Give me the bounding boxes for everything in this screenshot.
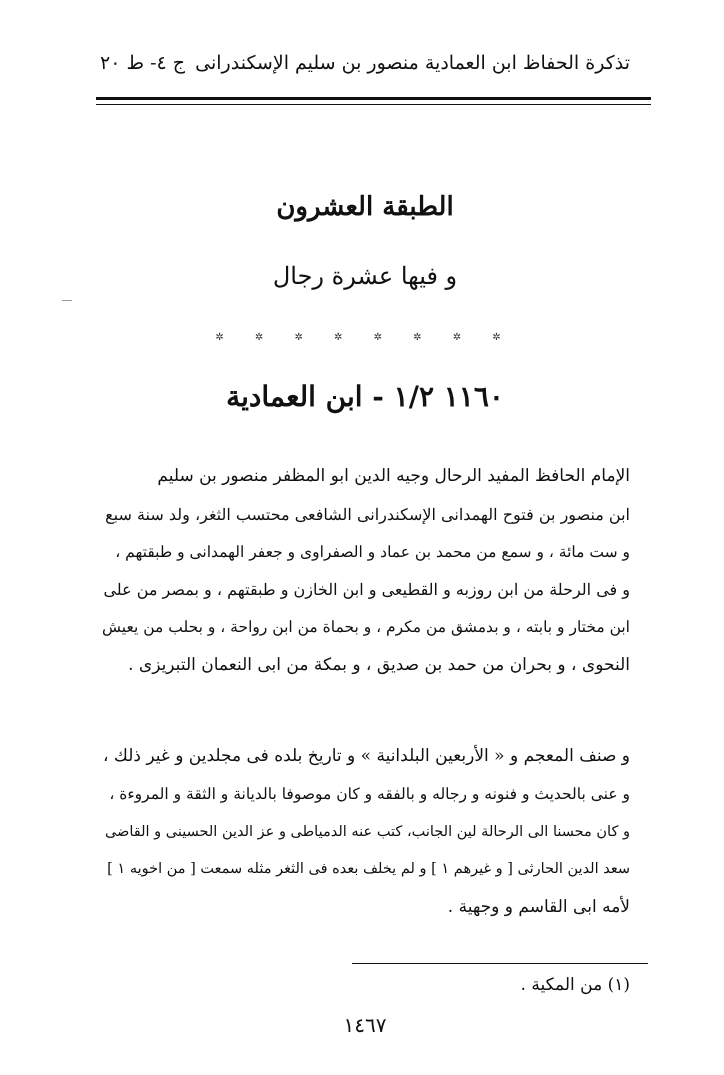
biography-paragraph-2 [100, 738, 630, 927]
text-line: و فى الرحلة من ابن روزبه و القطيعى و ابن الخازن و طبقتهم ، و بمصر من على [103, 580, 630, 600]
text-line: النحوى ، و بحران من حمد بن صديق ، و بمكة من ابى النعمان التبريزى . [128, 654, 630, 675]
running-head [100, 52, 630, 74]
text-line: و عنى بالحديث و فنونه و رجاله و بالفقه و كان موصوفا بالديانة و الثقة و المروءة ، [109, 784, 630, 803]
margin-mark [62, 300, 72, 301]
entry-heading: ١١٦٠ ١/٢ - ابن العمادية [226, 380, 504, 413]
text-line: لأمه ابى القاسم و وجهية . [447, 897, 630, 918]
footnote-rule [352, 963, 648, 964]
running-head-title: تذكرة الحفاظ ابن العمادية منصور بن سليم الإسكندرانى [195, 52, 630, 74]
text-line: ابن مختار و بابته ، و بدمشق من مكرم ، و بحماة من ابن رواحة ، و بحلب من يعيش [102, 618, 630, 637]
section-subtitle: و فيها عشرة رجال [272, 262, 458, 290]
text-line: سعد الدين الحارثى [ و غيرهم ١ ] و لم يخلف بعده فى الثغر مثله سمعت [ من اخويه ١ ] [107, 861, 630, 878]
text-line: الإمام الحافظ المفيد الرحال وجيه الدين ابو المظفر منصور بن سليم [157, 466, 630, 486]
text-line: و صنف المعجم و « الأربعين البلدانية » و تاريخ بلده فى مجلدين و غير ذلك ، [103, 746, 630, 766]
text-line: و ست مائة ، و سمع من محمد بن عماد و الصفراوى و جعفر الهمدانى و طبقتهم ، [115, 542, 630, 561]
ornament-divider: ✲ ✲ ✲ ✲ ✲ ✲ ✲ ✲ [215, 332, 515, 343]
text-line: ابن منصور بن فتوح الهمدانى الإسكندرانى الشافعى محتسب الثغر، ولد سنة سبع [105, 504, 630, 524]
text-line: و كان محسنا الى الرحالة لين الجانب، كتب عنه الدمياطى و عز الدين الحسينى و القاضى [104, 823, 630, 840]
header-rule-thick [96, 97, 651, 100]
header-rule-thin [96, 104, 651, 105]
biography-paragraph-1 [100, 458, 630, 685]
running-head-volume: ج ٤- ط ٢٠ [100, 52, 186, 74]
page-number: ١٤٦٧ [343, 1013, 387, 1037]
footnote: (١) من المكية . [520, 975, 630, 995]
section-title: الطبقة العشرون [276, 192, 454, 222]
